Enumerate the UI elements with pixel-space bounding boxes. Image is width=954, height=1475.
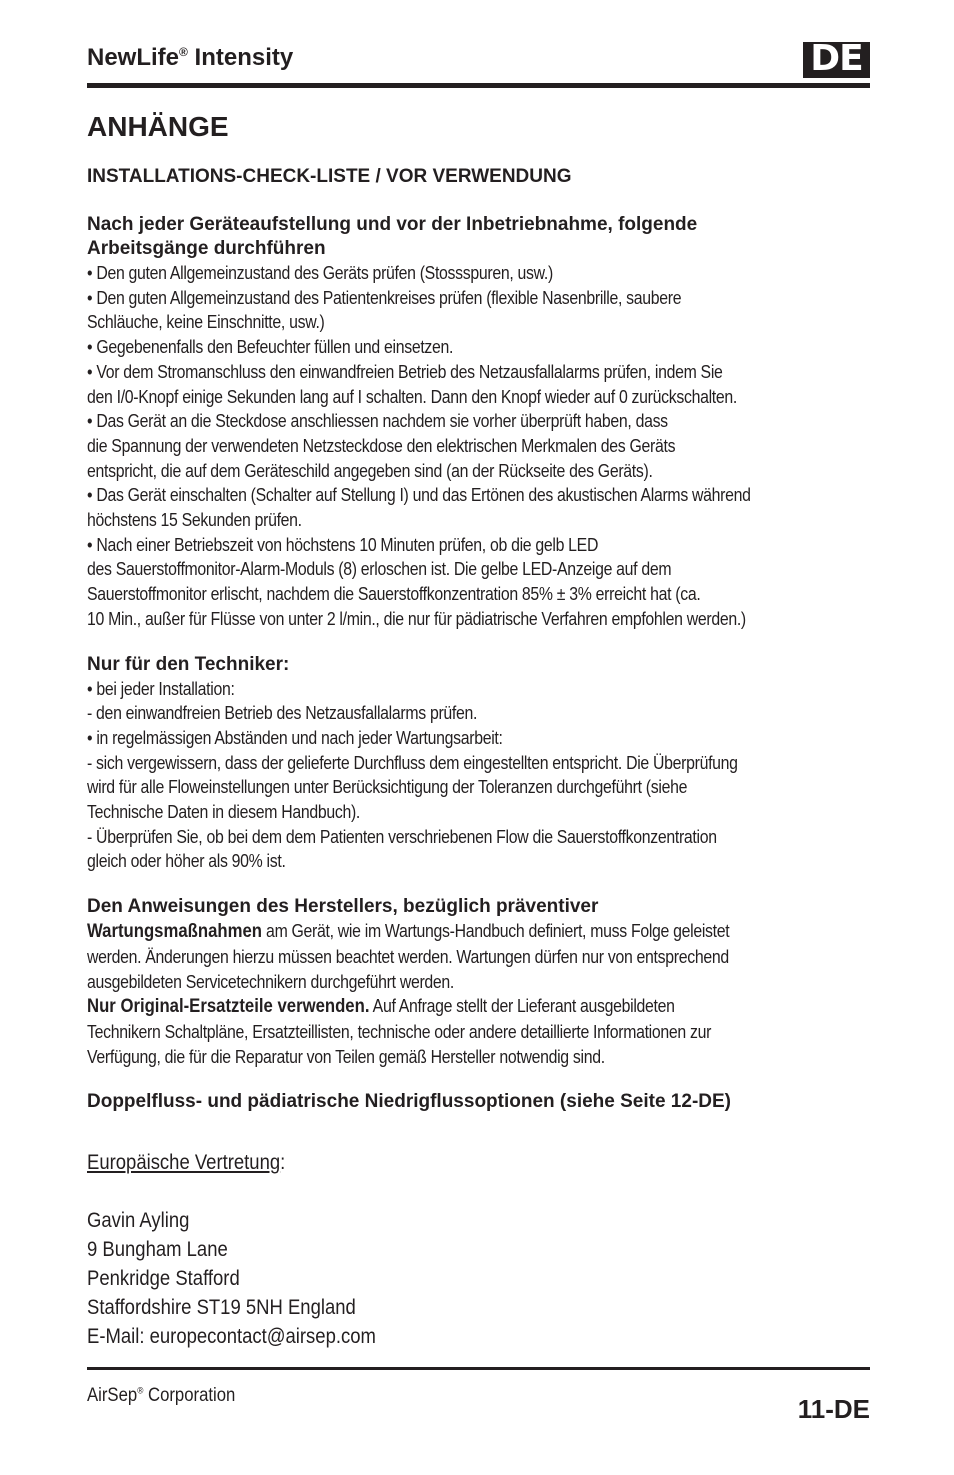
spare-parts-line: Nur Original-Ersatzteile verwenden. Auf Anfrage stellt der Lieferant ausgebildeten [87,996,675,1018]
text-line: die Spannung der verwendeten Netzsteckdose den elektrischen Merkmalen des Geräts [87,435,676,456]
page-header [87,38,870,88]
text-line: Technikern Schaltpläne, Ersatzteillisten, technische oder andere detaillierte Informationen zur [87,1021,712,1042]
footer-company: AirSep® Corporation [87,1385,236,1406]
contact-region: Staffordshire ST19 5NH England [87,1296,356,1319]
checklist-block [87,213,877,632]
text-line: 10 Min., außer für Flüsse von unter 2 l/min., die nur für pädiatrische Verfahren empfohlen werden.) [87,608,746,629]
text-line: entspricht, die auf dem Geräteschild angegeben sind (an der Rückseite des Geräts). [87,460,653,481]
contact-name: Gavin Ayling [87,1209,190,1232]
spare-parts-lines [87,1020,877,1069]
text-line: Sauerstoffmonitor erlischt, nachdem die Sauerstoffkonzentration 85% ± 3% erreicht hat (ca. [87,584,701,605]
text-line: - den einwandfreien Betrieb des Netzausfallalarms prüfen. [87,703,478,724]
page-title: ANHÄNGE [87,111,229,142]
contact-town: Penkridge Stafford [87,1267,240,1290]
text-line: Verfügung, die für die Reparatur von Teilen gemäß Hersteller notwendig sind. [87,1046,605,1067]
text-line: - sich vergewissern, dass der gelieferte Durchfluss dem eingestellten entspricht. Die Überprüfung [87,752,738,773]
contact-email[interactable]: E-Mail: europecontact@airsep.com [87,1325,376,1348]
technician-lines [87,677,877,875]
text-line: den I/0-Knopf einige Sekunden lang auf I schalten. Dann den Knopf wieder auf 0 zurückschalten. [87,386,737,407]
text-line: gleich oder höher als 90% ist. [87,851,286,872]
text-line: • in regelmässigen Abständen und nach jeder Wartungsarbeit: [87,727,503,748]
text-line: ausgebildeten Servicetechnikern durchgeführt werden. [87,971,455,992]
text-line: höchstens 15 Sekunden prüfen. [87,510,302,531]
maintenance-heading-line: Wartungsmaßnahmen am Gerät, wie im Wartungs-Handbuch definiert, muss Folge geleistet [87,921,730,943]
manual-page [87,0,870,1475]
european-representative [87,1148,415,1351]
text-line: • Das Gerät an die Steckdose anschliessen nachdem sie vorher überprüft haben, dass [87,411,668,432]
text-line: werden. Änderungen hierzu müssen beachtet werden. Wartungen dürfen nur von entsprechend [87,946,729,967]
text-line: wird für alle Floweinstellungen unter Berücksichtigung der Toleranzen durchgeführt (siehe [87,777,688,798]
maintenance-lines [87,945,877,994]
text-line: - Überprüfen Sie, ob bei dem dem Patienten verschriebenen Flow die Sauerstoffkonzentration [87,826,717,847]
technician-heading: Nur für den Techniker: [87,653,290,675]
text-line: des Sauerstoffmonitor-Alarm-Moduls (8) erloschen ist. Die gelbe LED-Anzeige auf dem [87,559,672,580]
section-title: INSTALLATIONS-CHECK-LISTE / VOR VERWENDUNG [87,166,572,187]
page-body [87,213,877,1114]
text-line: Technische Daten in diesem Handbuch). [87,802,361,823]
text-line: • Vor dem Stromanschluss den einwandfreien Betrieb des Netzausfallalarms prüfen, indem Sie [87,361,723,382]
maintenance-heading: Den Anweisungen des Herstellers, bezüglich präventiver [87,896,599,918]
text-line: • Den guten Allgemeinzustand des Patientenkreises prüfen (flexible Nasenbrille, saubere [87,287,682,308]
text-line: • bei jeder Installation: [87,678,235,699]
contact-heading: Europäische Vertretung: [87,1151,286,1174]
text-line: • Den guten Allgemeinzustand des Geräts prüfen (Stossspuren, usw.) [87,263,553,283]
header-rule [87,83,870,88]
contact-street: 9 Bungham Lane [87,1238,228,1261]
page-number: 11-DE [797,1394,870,1424]
text-line: Schläuche, keine Einschnitte, usw.) [87,312,325,333]
registered-trademark: ® [179,45,188,59]
checklist-heading: Arbeitsgänge durchführen [87,238,326,259]
text-line: • Nach einer Betriebszeit von höchstens 10 Minuten prüfen, ob die gelb LED [87,534,599,555]
checklist-heading: Nach jeder Geräteaufstellung und vor der Inbetriebnahme, folgende [87,214,698,235]
text-line: • Gegebenenfalls den Befeuchter füllen und einsetzen. [87,337,454,358]
registered-trademark: ® [137,1385,144,1397]
product-title: NewLife® Intensity [87,44,294,71]
technician-block [87,653,877,875]
maintenance-block [87,895,877,1069]
options-note: Doppelfluss- und pädiatrische Niedrigflussoptionen (siehe Seite 12-DE) [87,1091,731,1113]
language-badge: DE [803,42,870,78]
text-line: • Das Gerät einschalten (Schalter auf Stellung I) und das Ertönen des akustischen Alarms während [87,485,751,506]
footer-rule [87,1367,870,1370]
checklist-lines [87,261,877,632]
